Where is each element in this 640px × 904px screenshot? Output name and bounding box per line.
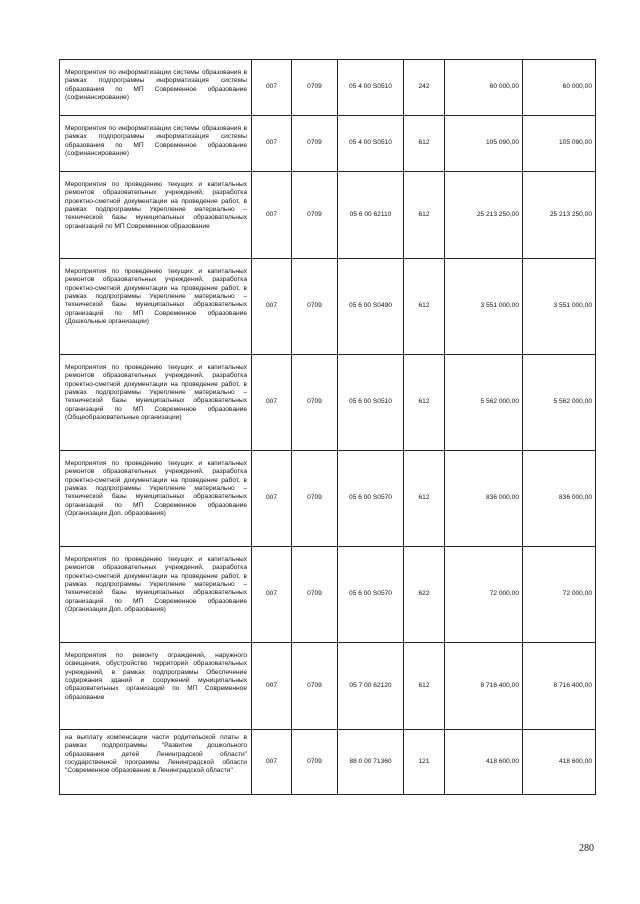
- target-article-code: 05 6 00 S0510: [338, 355, 404, 451]
- amount-1: 836 000,00: [445, 451, 523, 547]
- target-article-code: 05 4 00 S0510: [338, 60, 404, 116]
- section-code: 0709: [292, 116, 338, 172]
- table-row: [60, 547, 596, 643]
- section-code: 0709: [292, 730, 338, 795]
- ministry-code: 007: [252, 116, 292, 172]
- amount-1: 3 551 000,00: [445, 259, 523, 355]
- expense-type-code: 612: [404, 643, 445, 730]
- expense-type-code: 612: [404, 451, 445, 547]
- row-description: на выплату компенсации части родительской платы в рамках подпрограммы "Развитие дошкольного образования детей Ленинградской области" государственной программы Ленинградской области "Современное образование в Ленинградской области": [60, 730, 252, 795]
- row-description: Мероприятия по ремонту ограждений, наружного освещения, обустройство территорий образовательных учреждений, в рамках подпрограммы Обеспечение содержания зданий и сооружений муниципальных образовательных организаций по МП Современное образование: [60, 643, 252, 730]
- amount-1: 60 000,00: [445, 60, 523, 116]
- amount-1: 72 000,00: [445, 547, 523, 643]
- table-row: [60, 730, 596, 795]
- target-article-code: 88 0 00 71360: [338, 730, 404, 795]
- amount-2: 418 600,00: [523, 730, 596, 795]
- ministry-code: 007: [252, 355, 292, 451]
- amount-1: 25 213 250,00: [445, 172, 523, 259]
- amount-2: 3 551 000,00: [523, 259, 596, 355]
- section-code: 0709: [292, 172, 338, 259]
- target-article-code: 05 6 00 S0490: [338, 259, 404, 355]
- section-code: 0709: [292, 259, 338, 355]
- table-row: [60, 60, 596, 116]
- amount-2: 105 090,00: [523, 116, 596, 172]
- row-description: Мероприятия по проведению текущих и капитальных ремонтов образовательных учреждений, разработка проектно-сметной документации на проведение работ, в рамках подпрограммы Укрепление материально – технической базы муниципальных образовательных организаций по МП Современное образование: [60, 172, 252, 259]
- row-description: Мероприятия по проведению текущих и капитальных ремонтов образовательных учреждений, разработка проектно-сметной документации на проведение работ, в рамках подпрограммы Укрепление материально – технической базы муниципальных образовательных организаций по МП Современное образование (Организации Доп. образования): [60, 547, 252, 643]
- amount-1: 105 090,00: [445, 116, 523, 172]
- table-row: [60, 643, 596, 730]
- row-description: Мероприятия по проведению текущих и капитальных ремонтов образовательных учреждений, разработка проектно-сметной документации на проведение работ, в рамках подпрограммы Укрепление материально – технической базы муниципальных образовательных организаций по МП Современное образование (Организации Доп. образования): [60, 451, 252, 547]
- ministry-code: 007: [252, 172, 292, 259]
- ministry-code: 007: [252, 730, 292, 795]
- target-article-code: 05 7 00 62120: [338, 643, 404, 730]
- amount-2: 5 562 000,00: [523, 355, 596, 451]
- expense-type-code: 622: [404, 547, 445, 643]
- expense-type-code: 612: [404, 259, 445, 355]
- ministry-code: 007: [252, 259, 292, 355]
- expense-type-code: 612: [404, 355, 445, 451]
- amount-1: 5 562 000,00: [445, 355, 523, 451]
- section-code: 0709: [292, 60, 338, 116]
- section-code: 0709: [292, 451, 338, 547]
- amount-2: 60 000,00: [523, 60, 596, 116]
- row-description: Мероприятия по проведению текущих и капитальных ремонтов образовательных учреждений, разработка проектно-сметной документации на проведение работ, в рамках подпрограммы Укрепление материально – технической базы муниципальных образовательных организаций по МП Современное образование (Общеобразовательные организации): [60, 355, 252, 451]
- table-row: [60, 172, 596, 259]
- table-row: [60, 355, 596, 451]
- section-code: 0709: [292, 547, 338, 643]
- amount-1: 8 716 400,00: [445, 643, 523, 730]
- target-article-code: 05 6 00 S0570: [338, 547, 404, 643]
- ministry-code: 007: [252, 451, 292, 547]
- amount-2: 72 000,00: [523, 547, 596, 643]
- target-article-code: 05 4 00 S0510: [338, 116, 404, 172]
- table-row: [60, 259, 596, 355]
- row-description: Мероприятия по информатизации системы образования в рамках подпрограммы информатизация системы образования по МП Современное образование (софинансирование): [60, 60, 252, 116]
- row-description: Мероприятия по проведению текущих и капитальных ремонтов образовательных учреждений, разработка проектно-сметной документации на проведение работ, в рамках подпрограммы Укрепление материально – технической базы муниципальных образовательных организаций по МП Современное образование (Дошкольные организации): [60, 259, 252, 355]
- ministry-code: 007: [252, 643, 292, 730]
- table-row: [60, 116, 596, 172]
- target-article-code: 05 6 00 62110: [338, 172, 404, 259]
- expense-type-code: 121: [404, 730, 445, 795]
- amount-2: 25 213 250,00: [523, 172, 596, 259]
- page-number: 280: [579, 843, 594, 854]
- section-code: 0709: [292, 355, 338, 451]
- row-description: Мероприятия по информатизации системы образования в рамках подпрограммы информатизация системы образования по МП Современное образование (софинансирование): [60, 116, 252, 172]
- amount-1: 418 600,00: [445, 730, 523, 795]
- expense-type-code: 242: [404, 60, 445, 116]
- section-code: 0709: [292, 643, 338, 730]
- expense-type-code: 612: [404, 116, 445, 172]
- target-article-code: 05 6 00 S0570: [338, 451, 404, 547]
- expense-type-code: 612: [404, 172, 445, 259]
- ministry-code: 007: [252, 60, 292, 116]
- budget-table: [59, 59, 596, 795]
- table-row: [60, 451, 596, 547]
- ministry-code: 007: [252, 547, 292, 643]
- amount-2: 8 716 400,00: [523, 643, 596, 730]
- amount-2: 836 000,00: [523, 451, 596, 547]
